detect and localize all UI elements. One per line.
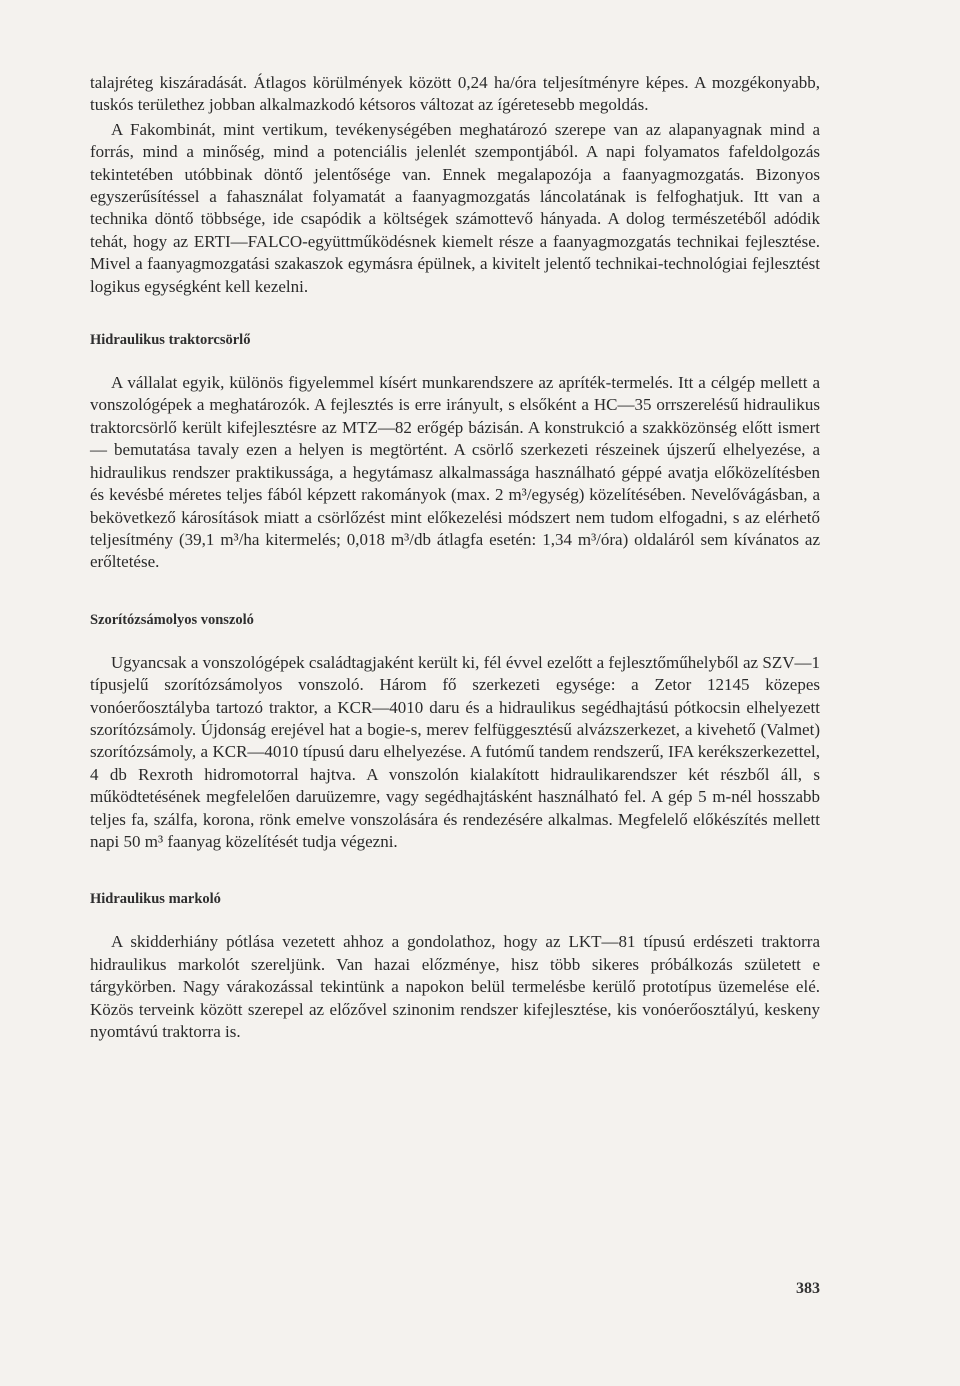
section-heading-traktorcsorlo: Hidraulikus traktorcsörlő xyxy=(90,332,251,349)
paragraph-continuation: talajréteg kiszáradását. Átlagos körülmények között 0,24 ha/óra teljesítményre képes. A mozgékonyabb, tuskós területhez jobban alkalmazkodó kétsoros változat az ígéretesebb megoldás. xyxy=(90,73,820,115)
section-heading-vonszolo: Szorítózsámolyos vonszoló xyxy=(90,611,254,628)
section-heading-markolo: Hidraulikus markoló xyxy=(90,891,221,908)
paragraph-fakombinat: A Fakombinát, mint vertikum, tevékenységében meghatározó szerepe van az alapanyagnak mind a forrás, mind a minőség, mind a potenciális jelenlét szempontjából. A napi folyamatos fafeldolgozás tekintetében utóbbinak döntő jelentősége van. Ennek megalapozója a faanyagmozgatás. Bizonyos egyszerűsítéssel a fahasználat folyamatát a faanyagmozgatás láncolatának is felfoghatjuk. Itt van a technika döntő többsége, ide csapódik a költségek számottevő hányada. A dolog természetéből adódik tehát, hogy az ERTI—FALCO-együttműködésnek kiemelt része a faanyagmozgatás technikai fejlesztése. Mivel a faanyagmozgatási szakaszok egymásra épülnek, a kivitelt jelentő technikai-technológiai fejlesztést logikus egységként kell kezelni. xyxy=(90,119,820,296)
page-body xyxy=(90,72,820,1043)
section-body-vonszolo: Ugyancsak a vonszológépek családtagjaként került ki, fél évvel ezelőtt a fejlesztőműhelyből az SZV—1 típusjelű szorítózsámolyos vonszoló. Három fő szerkezeti egysége: a Zetor 12145 közepes vonóerőosztályba tartozó traktor, a KCR—4010 daru és a hidraulikus segédhajtású pótkocsin elhelyezett szorítózsámoly. Újdonság erejével hat a bogie-s, merev felfüggesztésű alvázszerkezet, a kivehető (Valmet) szorítózsámoly, a KCR—4010 típusú daru elhelyezése. A futómű tandem rendszerű, IFA kerékszerkezettel, 4 db Rexroth hidromotorral hajtva. A vonszolón kialakított hidraulikarendszer két részből áll, s működtetésének megfelelően daruüzemre, vagy segédhajtásként használható fel. A gép 5 m-nél hosszabb teljes fa, szálfa, korona, rönk emelve vonszolására és rendezésére alkalmas. Megfelelő előkészítés mellett napi 50 m³ faanyag közelítését tudja végezni. xyxy=(90,652,820,851)
section-body-markolo: A skidderhiány pótlása vezetett ahhoz a gondolathoz, hogy az LKT—81 típusú erdészeti traktorra hidraulikus markolót szereljünk. Van hazai előzménye, hisz több sikeres próbálkozás született e tárgykörben. Nagy várakozással tekintünk a napokon belül termelésbe kerülő prototípus üzemelése elé. Közös terveink között szerepel az előzővel szinonim rendszer kifejlesztése, kis vonóerőosztályú, keskeny nyomtávú traktorra is. xyxy=(90,932,820,1041)
section-body-traktorcsorlo: A vállalat egyik, különös figyelemmel kísért munkarendszere az apríték-termelés. Itt a célgép mellett a vonszológépek a meghatározók. A fejlesztés is erre irányult, s elsőként a HC—35 orrszerelésű hidraulikus traktorcsörlő került kifejlesztésre az MTZ—82 erőgép bázisán. A konstrukció a szakközönség előtt ismert — bemutatása tavaly ezen a helyen is megtörtént. A csörlő szerkezeti részeinek újszerű elhelyezése, a hidraulikus rendszer praktikussága, a hegytámasz alkalmassága használható géppé avatja előközelítésben és kevésbé méretes teljes fából képzett rakományok (max. 2 m³/egység) közelítésében. Nevelővágásban, a bekövetkező károsítások miatt a csörlőzést mint előkezelési módszert nem tudom elfogadni, s az elérhető teljesítmény (39,1 m³/ha kitermelés; 0,018 m³/db átlagfa esetén: 1,34 m³/óra) oldaláról sem kívánatos az erőltetése. xyxy=(90,373,820,572)
page-number: 383 xyxy=(796,1280,820,1297)
